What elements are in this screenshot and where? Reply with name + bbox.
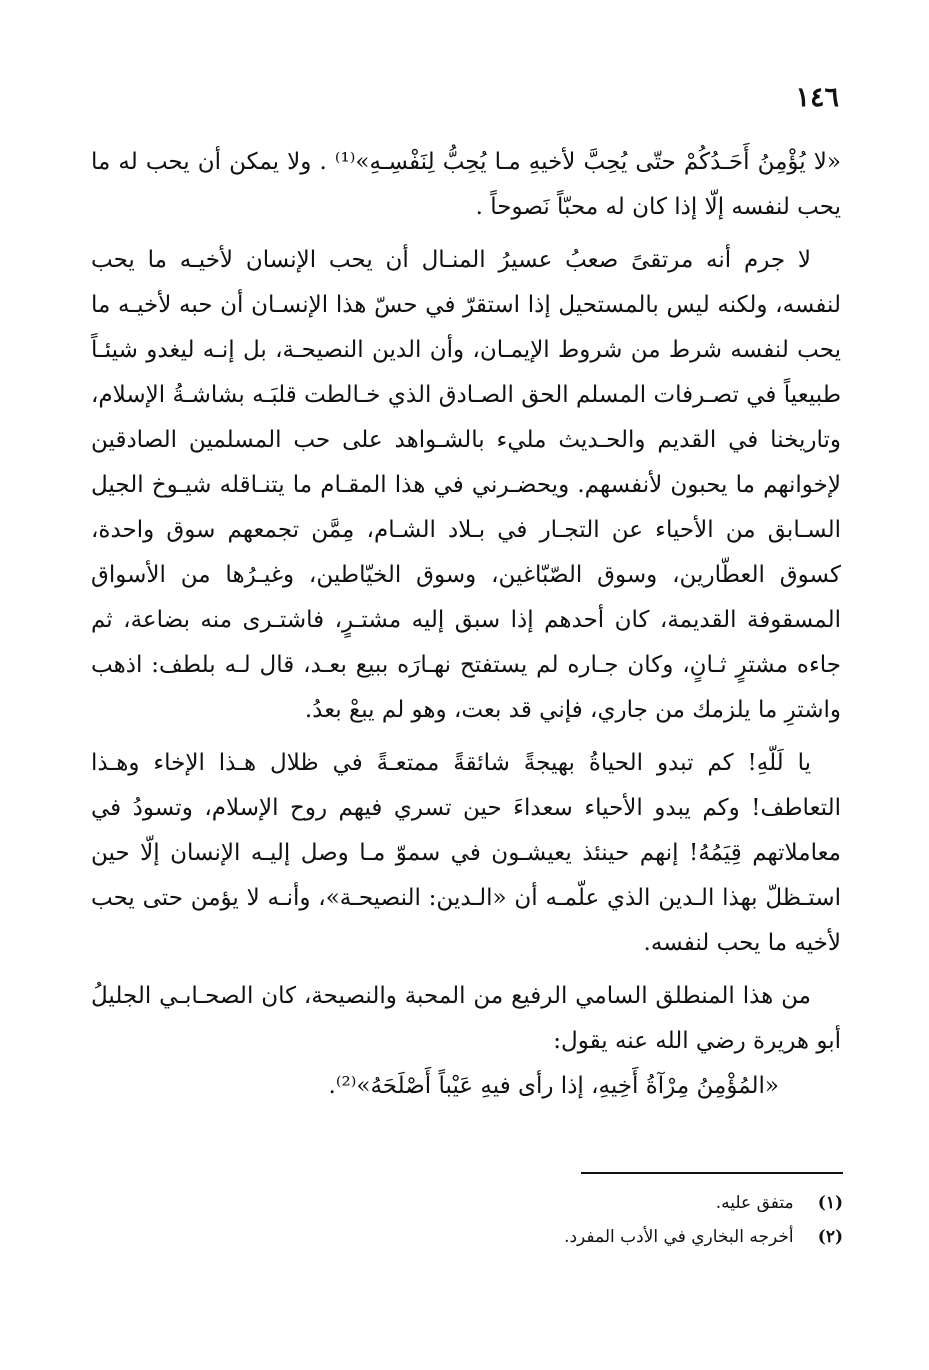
footnote-number: (١)	[817, 1193, 843, 1213]
footnote-number: (٢)	[817, 1227, 843, 1247]
quote-mirror-hadith: «المُؤْمِنُ مِرْآةُ أَخِيهِ، إذا رأى فيهِ عَيْباً أَصْلَحَهُ»⁽²⁾.	[328, 1073, 779, 1099]
footnote-2	[343, 1220, 843, 1254]
main-text	[91, 140, 841, 1109]
footnote-1	[343, 1186, 843, 1220]
footnote-text: أخرجه البخاري في الأدب المفرد.	[564, 1227, 794, 1247]
footnote-text: متفق عليه.	[715, 1193, 794, 1213]
paragraph-abu-hurayra: من هذا المنطلق السامي الرفيع من المحبة والنصيحة، كان الصحـابـي الجليلُ أبو هريرة رضي الله عنه يقول:	[91, 983, 841, 1054]
page-number: ١٤٦	[795, 82, 839, 113]
paragraph-hadith-love: «لا يُؤْمِنُ أَحَـدُكُمْ حتّى يُحِبَّ لأخيهِ مـا يُحِبُّ لِنَفْسِـهِ»⁽¹⁾ . ولا يمكن أن يحب له ما يحب لنفسه إلّا إذا كان له محبّاً نَصوحاً .	[91, 149, 841, 220]
paragraph-brotherhood: يا لَلّهِ! كم تبدو الحياةُ بهيجةً شائقةً ممتعـةً في ظلال هـذا الإخاء وهـذا التعاطف! وكم يبدو الأحياء سعداءَ حين تسري فيهم روح الإسلام، وتسودُ في معاملاتهم قِيَمُهُ! إنهم حينئذ يعيشـون في سموّ مـا وصل إليـه الإنسان إلّا حين استـظلّ بهذا الـدين الذي علّمـه أن «الـدين: النصيحـة»، وأنـه لا يؤمن حتى يحب لأخيه ما يحب لنفسه.	[91, 750, 841, 956]
footnotes	[343, 1186, 843, 1254]
footnote-divider	[581, 1172, 843, 1174]
paragraph-merchants: لا جرم أنه مرتقىً صعبُ عسيرُ المنـال أن يحب الإنسان لأخيـه ما يحب لنفسه، ولكنه ليس بالمستحيل إذا استقرّ في حسّ هذا الإنسـان أن حبه لأخيـه ما يحب لنفسه شرط من شروط الإيمـان، وأن الدين النصيحـة، بل إنـه ليغدو شيئـاً طبيعياً في تصـرفات المسلم الحق الصـادق الذي خـالطت قلبَـه بشاشـةُ الإسلام، وتاريخنا في القديم والحـديث مليء بالشـواهد على حب المسلمين الصادقين لإخوانهم ما يحبون لأنفسهم. ويحضـرني في هذا المقـام ما يتنـاقله شيـوخ الجيل السـابق من الأحياء عن التجـار في بـلاد الشـام، مِمَّن تجمعهم سوق واحدة، كسوق العطّارين، وسوق الصّبّاغين، وسوق الخيّاطين، وغيـرُها من الأسواق المسقوفة القديمة، كان أحدهم إذا سبق إليه مشتـرٍ، فاشتـرى منه بضاعة، ثم جاءه مشترٍ ثـانٍ، وكان جـاره لم يستفتح نهـارَه ببيع بعـد، قال لـه بلطف: اذهب واشترِ ما يلزمك من جاري، فإني قد بعت، وهو لم يبعْ بعدُ.	[91, 247, 841, 723]
